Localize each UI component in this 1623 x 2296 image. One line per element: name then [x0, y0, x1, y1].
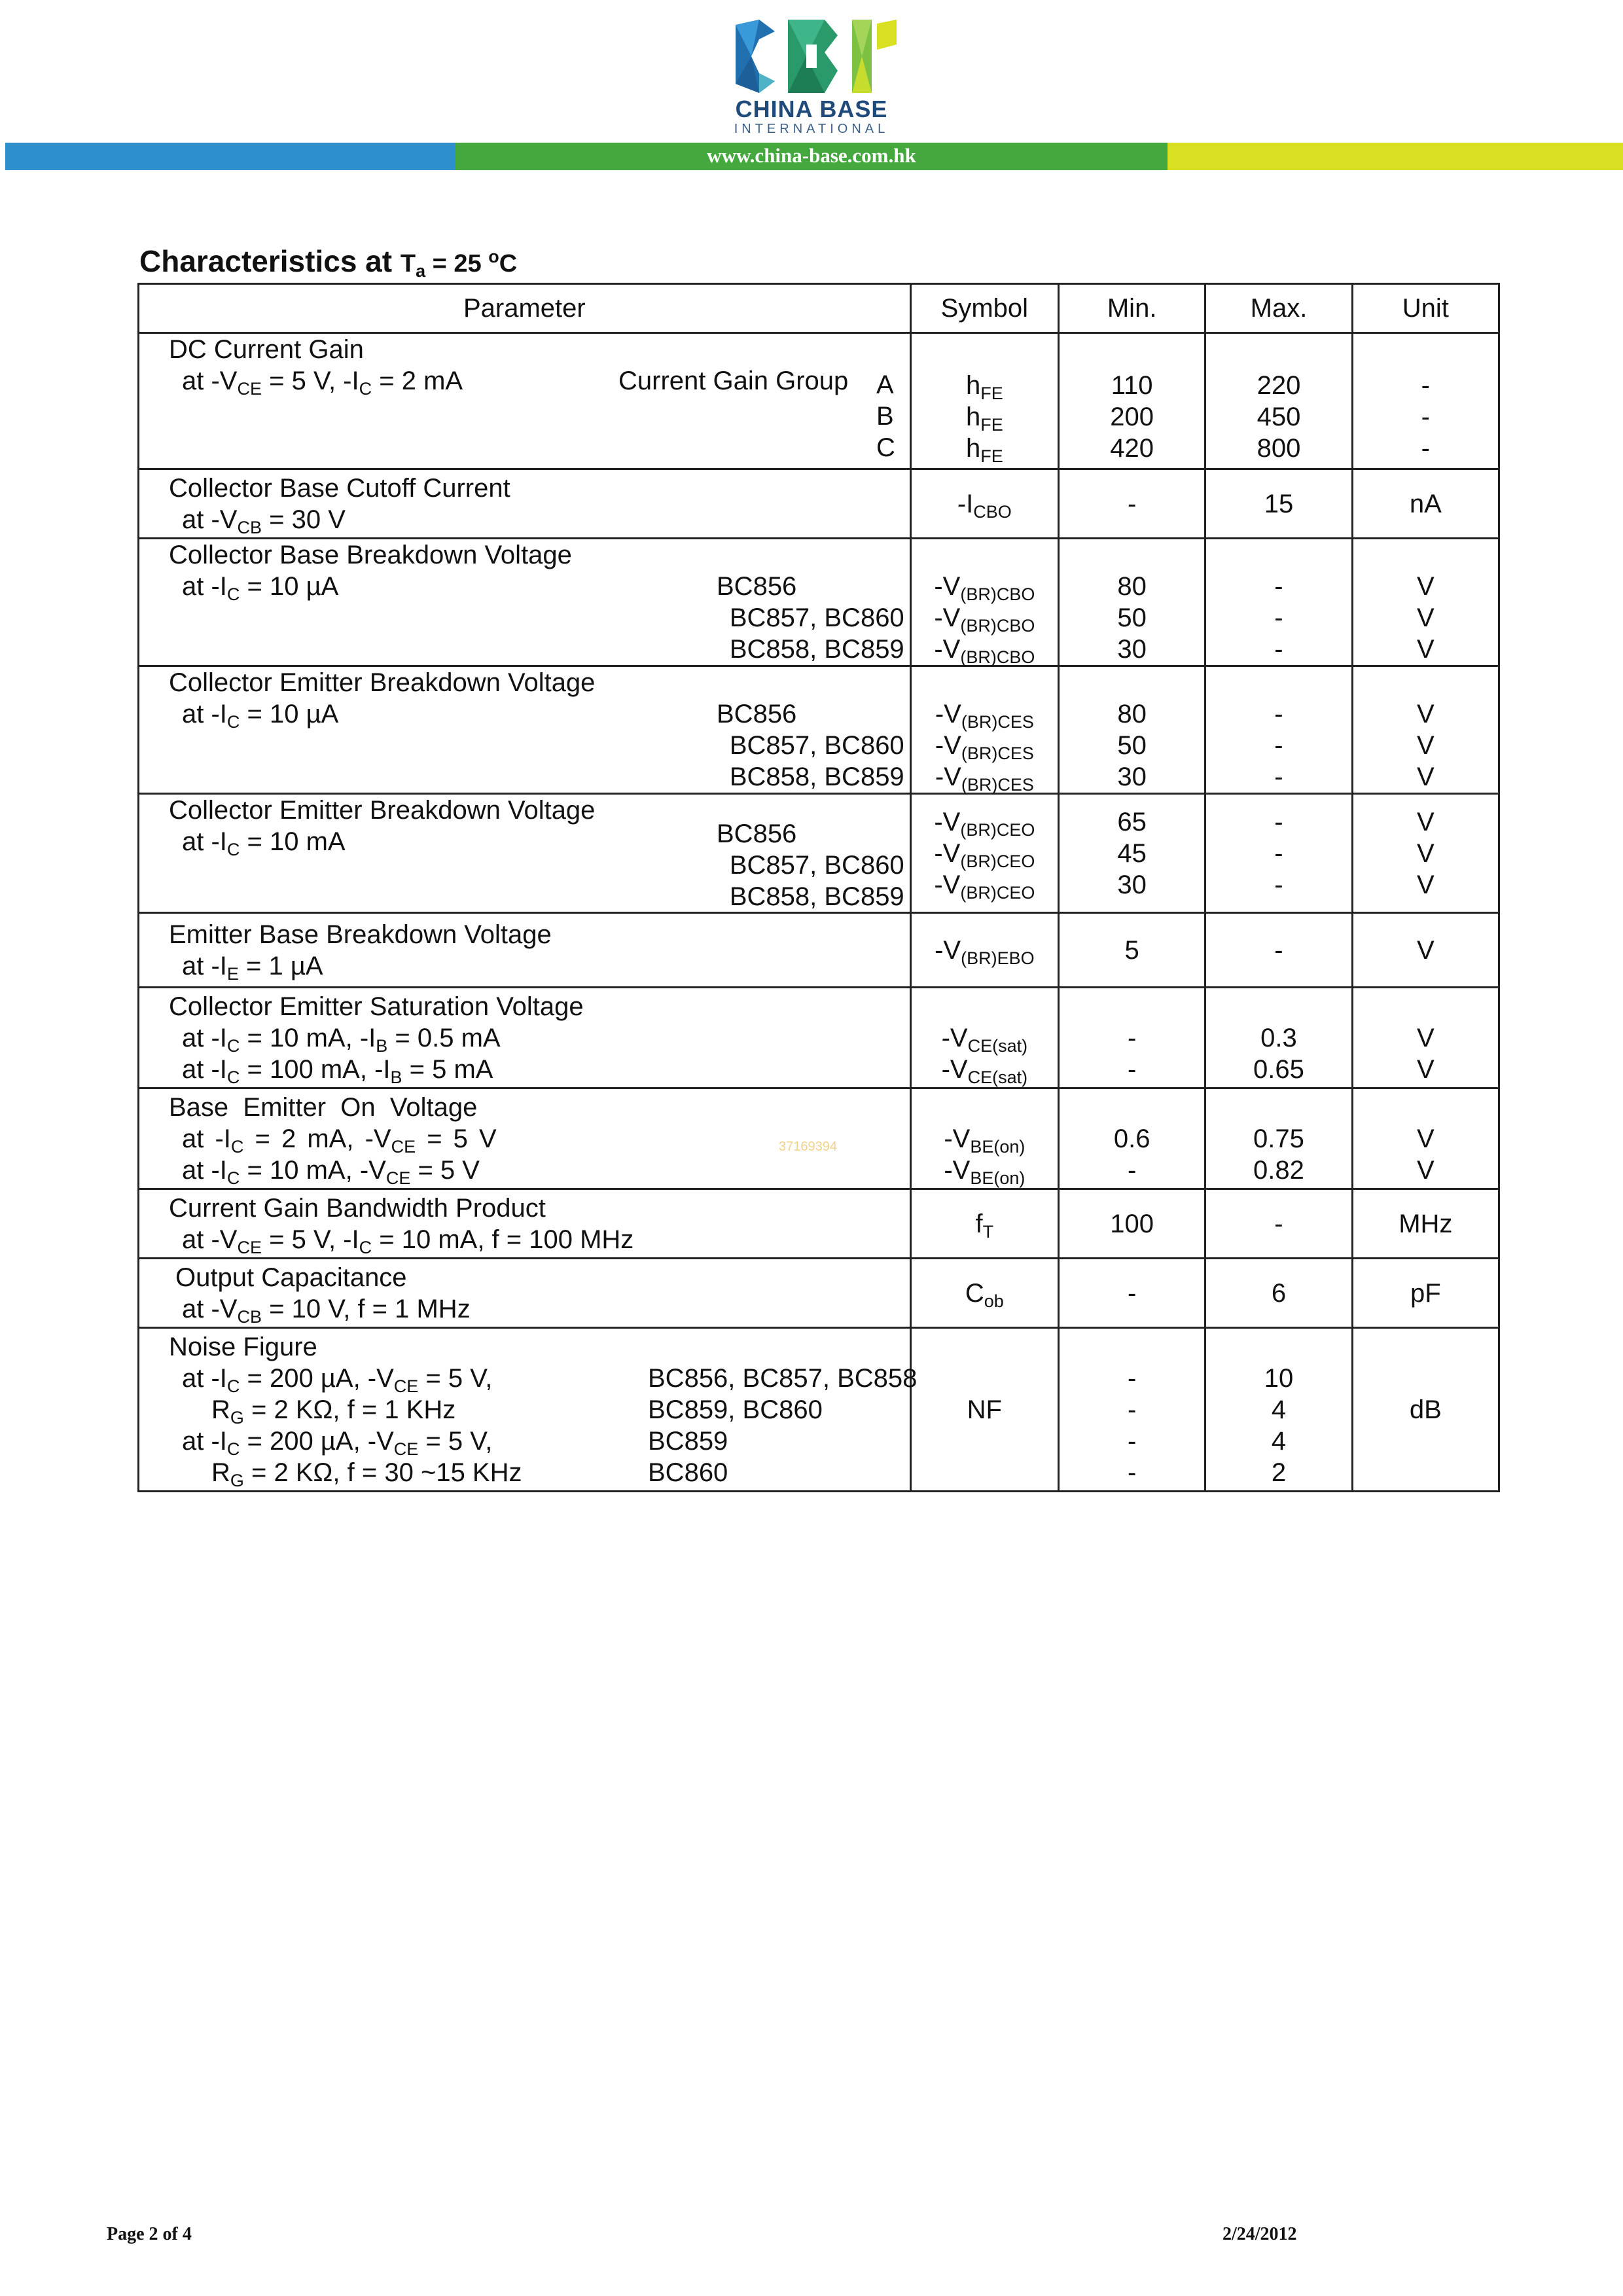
table-row	[139, 1259, 1499, 1328]
max-icbo: 15	[1205, 469, 1352, 539]
max-vbrebo: -	[1205, 913, 1352, 988]
header-symbol: Symbol	[910, 284, 1058, 333]
device-label: BC857, BC860	[729, 731, 904, 760]
max-hfe: 220 450 800	[1205, 333, 1352, 469]
website-link[interactable]: www.china-base.com.hk	[707, 144, 916, 167]
param-title: Collector Base Cutoff Current	[169, 473, 510, 503]
param-vbrceo	[139, 794, 911, 913]
gain-group-b: B	[876, 402, 894, 431]
param-condition: at $-I_C = 10$ µA	[182, 700, 339, 732]
param-title: Collector Emitter Saturation Voltage	[169, 992, 584, 1021]
header-max: Max.	[1205, 284, 1352, 333]
max-vbrces: - - -	[1205, 666, 1352, 794]
param-title: Collector Emitter Breakdown Voltage	[169, 796, 596, 825]
param-condition: $R_G = 2$ KΩ, f = 30 ~15 KHz	[211, 1458, 522, 1490]
cbi-logo-icon	[733, 18, 901, 94]
param-vbrebo	[139, 913, 911, 988]
param-vbrces	[139, 666, 911, 794]
device-label: BC858, BC859	[729, 762, 904, 791]
device-label: BC858, BC859	[729, 882, 904, 911]
symbol-icbo: $-I_{CBO}$	[910, 469, 1058, 539]
header-parameter: Parameter	[139, 284, 911, 333]
unit-ft: MHz	[1352, 1189, 1499, 1259]
device-label: BC859, BC860	[648, 1395, 823, 1424]
header-unit: Unit	[1352, 284, 1499, 333]
table-row	[139, 794, 1499, 913]
param-title: Emitter Base Breakdown Voltage	[169, 920, 552, 949]
param-condition: at $-I_C = 100$ mA, $-I_B = 5$ mA	[182, 1054, 493, 1087]
symbol-nf: NF	[910, 1328, 1058, 1492]
param-condition: at $-I_C = 10$ µA	[182, 572, 339, 604]
header-bar-yellow	[1168, 143, 1623, 170]
min-hfe: 110 200 420	[1059, 333, 1205, 469]
symbol-ft: $f_T$	[910, 1189, 1058, 1259]
min-vbrceo: 65 45 30	[1059, 794, 1205, 913]
param-title: Output Capacitance	[175, 1263, 407, 1292]
param-condition: at $-I_C = 2$ mA, $-V_{CE} = 5$ V	[182, 1124, 497, 1157]
param-condition: at $-I_C = 200$ µA, $-V_{CE} = 5$ V,	[182, 1363, 493, 1396]
device-label: BC857, BC860	[729, 603, 904, 632]
unit-vbrcbo: V V V	[1352, 539, 1499, 666]
min-ft: 100	[1059, 1189, 1205, 1259]
min-cob: -	[1059, 1259, 1205, 1328]
device-label: BC860	[648, 1458, 728, 1487]
table-row	[139, 666, 1499, 794]
param-condition: at $-I_C = 10$ mA	[182, 827, 346, 859]
section-title: Characteristics at $T_a = 25$ $^o$C	[139, 244, 518, 281]
param-condition: at $-V_{CB} = 30$ V	[182, 505, 346, 537]
param-title: Collector Emitter Breakdown Voltage	[169, 668, 596, 697]
symbol-vbrces: $-V_{(BR)CES}$ $-V_{(BR)CES}$ $-V_{(BR)CES}$	[910, 666, 1058, 794]
device-label: BC856	[717, 700, 797, 728]
table-row	[139, 469, 1499, 539]
table-row	[139, 539, 1499, 666]
max-ft: -	[1205, 1189, 1352, 1259]
param-vcesat	[139, 988, 911, 1088]
gain-group-c: C	[876, 433, 895, 462]
param-condition: at $-V_{CE} = 5$ V, $-I_C = 10$ mA, f = 100 MHz	[182, 1225, 634, 1257]
unit-vcesat: V V	[1352, 988, 1499, 1088]
gain-group-a: A	[876, 370, 894, 399]
param-condition: at $-I_C = 200$ µA, $-V_{CE} = 5$ V,	[182, 1426, 493, 1459]
param-ft	[139, 1189, 911, 1259]
symbol-vbrcbo: $-V_{(BR)CBO}$ $-V_{(BR)CBO}$ $-V_{(BR)CBO}$	[910, 539, 1058, 666]
device-label: BC856	[717, 819, 797, 848]
param-title: DC Current Gain	[169, 335, 364, 364]
param-condition: at $-I_C = 10$ mA, $-V_{CE} = 5$ V	[182, 1155, 480, 1188]
unit-vbrces: V V V	[1352, 666, 1499, 794]
symbol-vbeon: $-V_{BE(on)}$ $-V_{BE(on)}$	[910, 1088, 1058, 1189]
max-cob: 6	[1205, 1259, 1352, 1328]
unit-vbeon: V V	[1352, 1088, 1499, 1189]
param-condition: at $-I_E = 1$ µA	[182, 951, 323, 984]
table-row	[139, 1328, 1499, 1492]
unit-cob: pF	[1352, 1259, 1499, 1328]
symbol-vbrceo: $-V_{(BR)CEO}$ $-V_{(BR)CEO}$ $-V_{(BR)CEO}$	[910, 794, 1058, 913]
symbol-hfe: $h_{FE}$ $h_{FE}$ $h_{FE}$	[910, 333, 1058, 469]
table-row	[139, 1189, 1499, 1259]
watermark: 37169394	[779, 1139, 837, 1154]
min-icbo: -	[1059, 469, 1205, 539]
table-row	[139, 1088, 1499, 1189]
param-vbeon	[139, 1088, 911, 1189]
unit-nf: dB	[1352, 1328, 1499, 1492]
param-icbo	[139, 469, 911, 539]
table-header-row	[139, 284, 1499, 333]
max-nf: 10 4 4 2	[1205, 1328, 1352, 1492]
header-min: Min.	[1059, 284, 1205, 333]
characteristics-table	[137, 283, 1500, 1492]
device-label: BC857, BC860	[729, 851, 904, 880]
unit-vbrceo: V V V	[1352, 794, 1499, 913]
min-vcesat: - -	[1059, 988, 1205, 1088]
max-vbeon: 0.75 0.82	[1205, 1088, 1352, 1189]
param-title: Current Gain Bandwidth Product	[169, 1193, 546, 1223]
max-vbrceo: - - -	[1205, 794, 1352, 913]
device-label: BC858, BC859	[729, 635, 904, 664]
param-title: Noise Figure	[169, 1332, 317, 1361]
param-dc-gain	[139, 333, 911, 469]
max-vbrcbo: - - -	[1205, 539, 1352, 666]
param-condition: at $-I_C = 10$ mA, $-I_B = 0.5$ mA	[182, 1023, 501, 1056]
min-vbrcbo: 80 50 30	[1059, 539, 1205, 666]
min-nf: - - - -	[1059, 1328, 1205, 1492]
symbol-vcesat: $-V_{CE(sat)}$ $-V_{CE(sat)}$	[910, 988, 1058, 1088]
unit-hfe: - - -	[1352, 333, 1499, 469]
table-row	[139, 988, 1499, 1088]
table-row	[139, 333, 1499, 469]
header-bar-blue	[5, 143, 455, 170]
unit-icbo: nA	[1352, 469, 1499, 539]
company-logo	[733, 18, 901, 94]
param-title: Collector Base Breakdown Voltage	[169, 541, 572, 569]
device-label: BC856, BC857, BC858	[648, 1363, 918, 1393]
brand-subtitle: INTERNATIONAL	[734, 122, 889, 136]
device-label: BC856	[717, 572, 797, 601]
param-condition: $R_G = 2$ KΩ, f = 1 KHz	[211, 1395, 456, 1427]
device-label: BC859	[648, 1426, 728, 1456]
gain-group-label: Current Gain Group	[618, 367, 849, 395]
param-condition: at $-V_{CB} = 10$ V, f = 1 MHz	[182, 1294, 471, 1327]
brand-name: CHINA BASE	[735, 96, 888, 122]
document-date: 2/24/2012	[1222, 2224, 1297, 2244]
param-cob	[139, 1259, 911, 1328]
param-vbrcbo	[139, 539, 911, 666]
min-vbrces: 80 50 30	[1059, 666, 1205, 794]
unit-vbrebo: V	[1352, 913, 1499, 988]
table-row	[139, 913, 1499, 988]
page-number: Page 2 of 4	[107, 2224, 192, 2244]
param-nf	[139, 1328, 918, 1492]
min-vbeon: 0.6 -	[1059, 1088, 1205, 1189]
param-condition: at $-V_{CE} = 5$ V, $-I_C = 2$ mA	[182, 367, 463, 399]
symbol-cob: $C_{ob}$	[910, 1259, 1058, 1328]
max-vcesat: 0.3 0.65	[1205, 988, 1352, 1088]
min-vbrebo: 5	[1059, 913, 1205, 988]
symbol-vbrebo: $-V_{(BR)EBO}$	[910, 913, 1058, 988]
param-title: Base Emitter On Voltage	[169, 1092, 478, 1122]
